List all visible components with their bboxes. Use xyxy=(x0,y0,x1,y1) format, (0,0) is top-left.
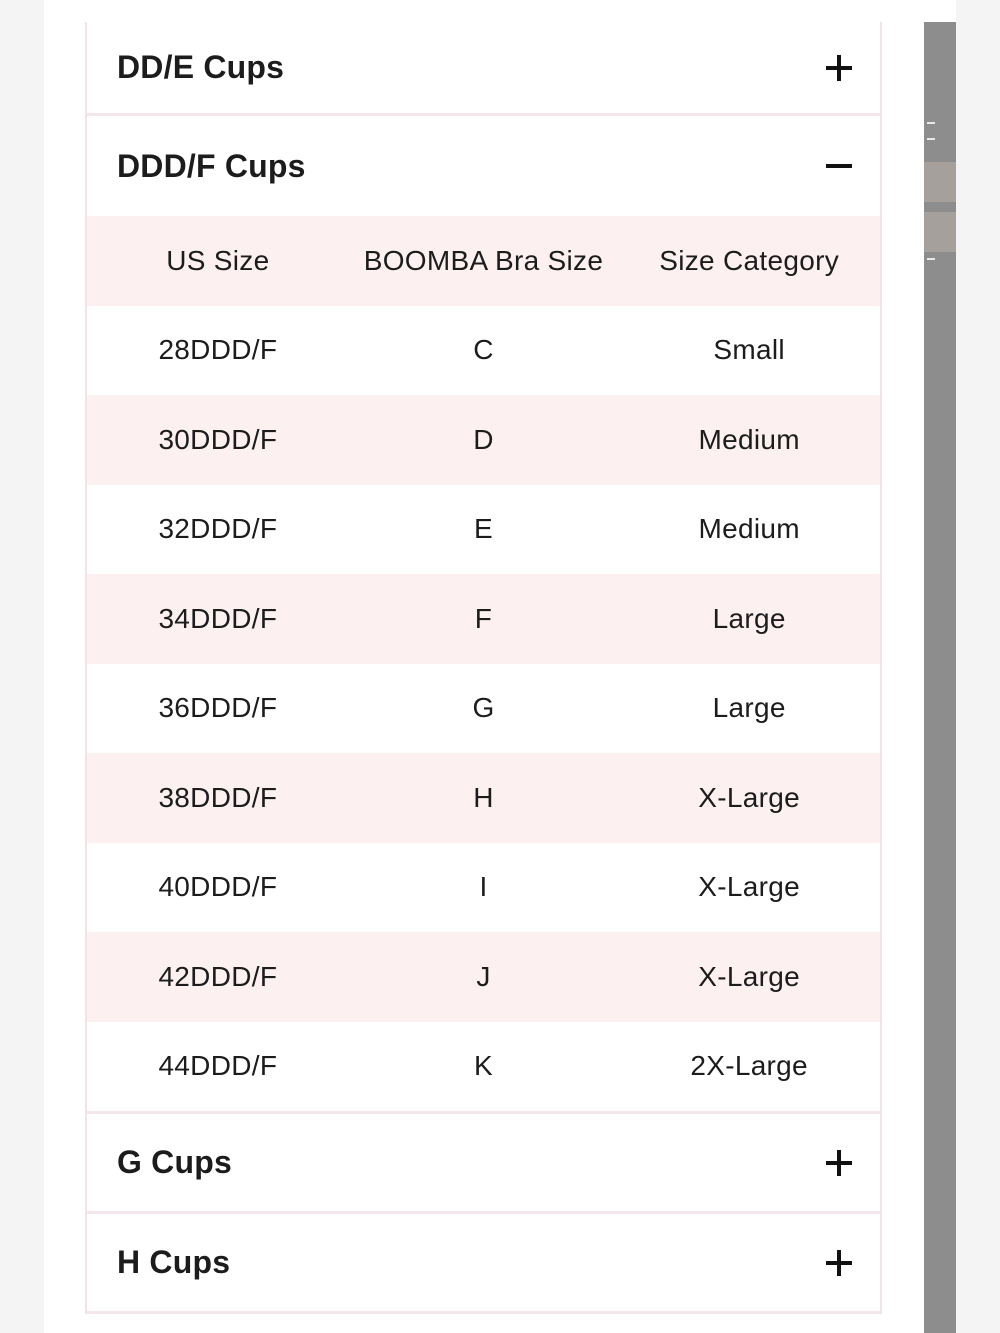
column-header-boomba-size: BOOMBA Bra Size xyxy=(363,244,604,276)
preview-thumb-1 xyxy=(924,162,956,202)
cell-size-category: 2X-Large xyxy=(690,1050,808,1082)
cell-boomba-size: D xyxy=(473,423,494,455)
preview-mark xyxy=(927,122,935,124)
minus-icon[interactable] xyxy=(826,153,852,179)
cell-size-category: X-Large xyxy=(698,781,800,813)
table-row xyxy=(87,306,880,396)
size-chart-accordion xyxy=(85,22,882,1314)
cell-us-size: 36DDD/F xyxy=(158,692,278,724)
plus-icon[interactable] xyxy=(826,55,852,81)
cell-boomba-size: G xyxy=(472,692,495,724)
cell-boomba-size: C xyxy=(473,334,494,366)
column-header-size-category: Size Category xyxy=(659,244,840,276)
cell-boomba-size: K xyxy=(474,1050,493,1082)
cell-us-size: 40DDD/F xyxy=(158,871,278,903)
accordion-header-dd-e[interactable] xyxy=(87,22,880,116)
table-row xyxy=(87,932,880,1022)
table-row xyxy=(87,664,880,754)
cell-size-category: Large xyxy=(712,692,786,724)
accordion-header-h[interactable] xyxy=(87,1214,880,1314)
cell-us-size: 34DDD/F xyxy=(158,602,278,634)
cell-boomba-size: E xyxy=(474,513,493,545)
table-row xyxy=(87,485,880,575)
cell-boomba-size: I xyxy=(479,871,488,903)
cell-size-category: Medium xyxy=(698,423,800,455)
cell-us-size: 30DDD/F xyxy=(158,423,278,455)
cell-boomba-size: J xyxy=(476,960,491,992)
column-header-us-size: US Size xyxy=(166,244,270,276)
table-row xyxy=(87,753,880,843)
cell-size-category: X-Large xyxy=(698,871,800,903)
accordion-title: DDD/F Cups xyxy=(117,147,306,184)
cell-boomba-size: F xyxy=(474,602,493,634)
preview-thumb-2 xyxy=(924,212,956,252)
plus-icon[interactable] xyxy=(826,1250,852,1276)
cell-us-size: 28DDD/F xyxy=(158,334,278,366)
accordion-header-ddd-f[interactable] xyxy=(87,116,880,216)
table-row xyxy=(87,1022,880,1112)
accordion-title: DD/E Cups xyxy=(117,49,285,85)
cell-size-category: X-Large xyxy=(698,960,800,992)
cell-size-category: Large xyxy=(712,602,786,634)
side-scroll-preview[interactable] xyxy=(924,22,956,1333)
size-table xyxy=(87,216,880,1111)
cell-boomba-size: H xyxy=(473,781,494,813)
accordion-header-g[interactable] xyxy=(87,1114,880,1214)
preview-mark xyxy=(927,258,935,260)
cell-size-category: Medium xyxy=(698,513,800,545)
table-row xyxy=(87,574,880,664)
preview-mark xyxy=(927,138,935,140)
table-header-row xyxy=(87,216,880,306)
accordion-title: G Cups xyxy=(117,1144,232,1180)
cell-us-size: 42DDD/F xyxy=(158,960,278,992)
accordion-title: H Cups xyxy=(117,1244,231,1280)
size-table-panel xyxy=(87,216,880,1114)
table-row xyxy=(87,395,880,485)
plus-icon[interactable] xyxy=(826,1150,852,1176)
cell-us-size: 44DDD/F xyxy=(158,1050,278,1082)
cell-us-size: 38DDD/F xyxy=(158,781,278,813)
cell-us-size: 32DDD/F xyxy=(158,513,278,545)
cell-size-category: Small xyxy=(713,334,785,366)
table-row xyxy=(87,843,880,933)
